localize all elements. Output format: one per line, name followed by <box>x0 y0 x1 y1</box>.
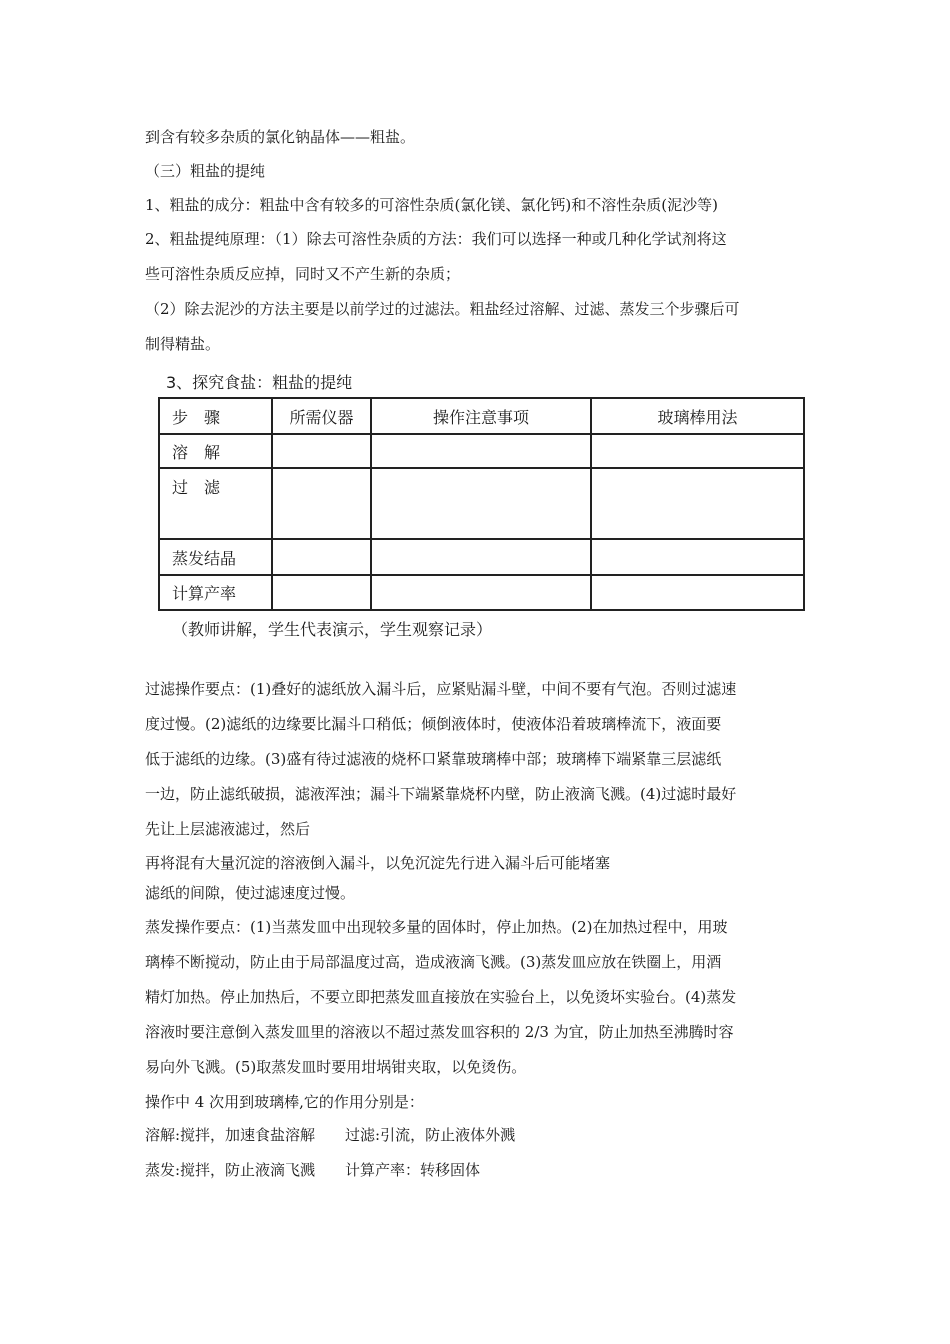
table-cell <box>371 575 591 610</box>
point-2-line-4: 制得精盐。 <box>145 335 221 353</box>
row-label-yield: 计算产率 <box>159 575 272 610</box>
table-cell <box>591 539 804 575</box>
header-step: 步 骤 <box>159 398 272 434</box>
table-note: （教师讲解，学生代表演示，学生观察记录） <box>172 620 493 639</box>
point-2-line-1: 2、粗盐提纯原理：（1）除去可溶性杂质的方法：我们可以选择一种或几种化学试剂将这 <box>145 230 727 248</box>
row-label-filter: 过 滤 <box>159 468 272 539</box>
table-cell <box>272 434 371 468</box>
point-1: 1、粗盐的成分：粗盐中含有较多的可溶性杂质(氯化镁、氯化钙)和不溶性杂质(泥沙等) <box>145 196 718 214</box>
filter-line: 低于滤纸的边缘。(3)盛有待过滤液的烧杯口紧靠玻璃棒中部；玻璃棒下端紧靠三层滤纸 <box>145 750 722 768</box>
table-cell <box>272 539 371 575</box>
table-row <box>159 539 804 575</box>
table-row <box>159 575 804 610</box>
filter-line: 一边，防止滤纸破损，滤液浑浊；漏斗下端紧靠烧杯内壁，防止液滴飞溅。(4)过滤时最好 <box>145 785 737 803</box>
table-cell <box>591 575 804 610</box>
header-glass-rod-usage: 玻璃棒用法 <box>591 398 804 434</box>
table-title: 3、探究食盐：粗盐的提纯 <box>166 373 353 392</box>
table-cell <box>371 468 591 539</box>
table-header-row <box>159 398 804 434</box>
intro-line: 到含有较多杂质的氯化钠晶体——粗盐。 <box>145 128 416 146</box>
evaporation-line: 蒸发操作要点：(1)当蒸发皿中出现较多量的固体时，停止加热。(2)在加热过程中，用玻 <box>145 918 728 936</box>
table-row <box>159 468 804 539</box>
table-row <box>159 434 804 468</box>
filter-line: 滤纸的间隙，使过滤速度过慢。 <box>145 884 356 902</box>
filter-line: 再将混有大量沉淀的溶液倒入漏斗，以免沉淀先行进入漏斗后可能堵塞 <box>145 854 611 872</box>
table-cell <box>591 468 804 539</box>
point-2-line-3: （2）除去泥沙的方法主要是以前学过的过滤法。粗盐经过溶解、过滤、蒸发三个步骤后可 <box>145 300 740 318</box>
glass-rod-line-1: 溶解:搅拌，加速食盐溶解 过滤:引流，防止液体外溅 <box>145 1126 516 1144</box>
point-2-line-2: 些可溶性杂质反应掉，同时又不产生新的杂质； <box>145 265 461 283</box>
table-cell <box>272 468 371 539</box>
glass-rod-line-2: 蒸发:搅拌，防止液滴飞溅 计算产率：转移固体 <box>145 1161 481 1179</box>
evaporation-line: 溶液时要注意倒入蒸发皿里的溶液以不超过蒸发皿容积的 2/3 为宜，防止加热至沸腾时容 <box>145 1023 734 1041</box>
table-cell <box>371 539 591 575</box>
table-cell <box>272 575 371 610</box>
filter-line: 度过慢。(2)滤纸的边缘要比漏斗口稍低；倾倒液体时，使液体沿着玻璃棒流下，液面要 <box>145 715 722 733</box>
row-label-evaporate: 蒸发结晶 <box>159 539 272 575</box>
table-cell <box>591 434 804 468</box>
evaporation-line: 精灯加热。停止加热后，不要立即把蒸发皿直接放在实验台上，以免烫坏实验台。(4)蒸发 <box>145 988 737 1006</box>
header-instruments: 所需仪器 <box>272 398 371 434</box>
glass-rod-intro: 操作中 4 次用到玻璃棒,它的作用分别是： <box>145 1093 424 1111</box>
table-cell <box>371 434 591 468</box>
filter-line: 先让上层滤液滤过，然后 <box>145 820 311 838</box>
row-label-dissolve: 溶 解 <box>159 434 272 468</box>
evaporation-line: 璃棒不断搅动，防止由于局部温度过高，造成液滴飞溅。(3)蒸发皿应放在铁圈上，用酒 <box>145 953 722 971</box>
evaporation-line: 易向外飞溅。(5)取蒸发皿时要用坩埚钳夹取，以免烫伤。 <box>145 1058 527 1076</box>
experiment-table <box>158 397 805 611</box>
header-precautions: 操作注意事项 <box>371 398 591 434</box>
filter-line: 过滤操作要点：(1)叠好的滤纸放入漏斗后，应紧贴漏斗壁，中间不要有气泡。否则过滤速 <box>145 680 737 698</box>
section-title: （三）粗盐的提纯 <box>145 162 266 180</box>
